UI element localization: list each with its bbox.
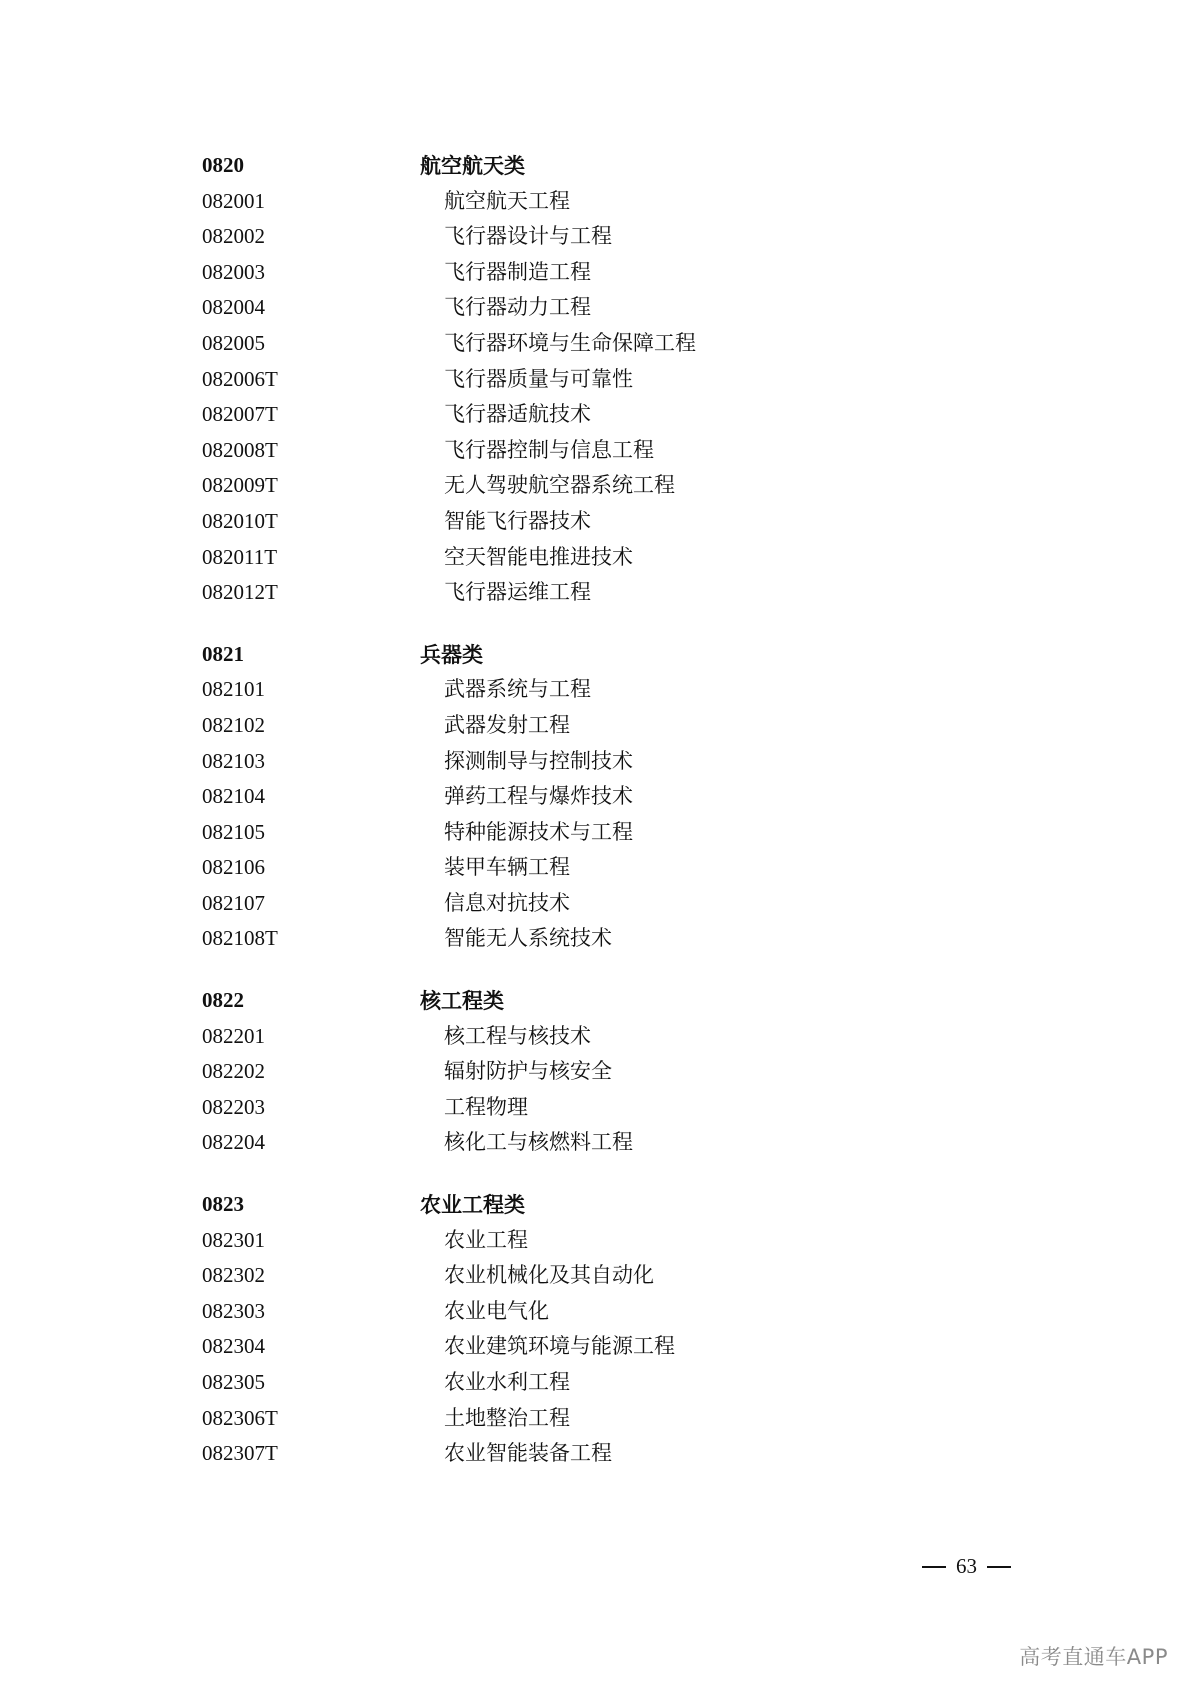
category-code: 0820 — [202, 153, 244, 177]
major-row — [202, 1090, 962, 1126]
major-row — [202, 921, 962, 957]
major-title: 农业水利工程 — [444, 1370, 570, 1394]
major-code: 082010T — [202, 508, 278, 533]
major-title: 农业智能装备工程 — [444, 1441, 612, 1466]
major-row — [202, 219, 962, 255]
major-row — [202, 468, 962, 504]
major-title: 航空航天工程 — [444, 188, 570, 213]
major-row — [202, 1054, 962, 1090]
major-title: 辐射防护与核安全 — [444, 1059, 612, 1084]
major-row — [202, 433, 962, 469]
category-section-0822 — [202, 983, 962, 1161]
major-title: 飞行器控制与信息工程 — [444, 437, 654, 462]
major-row — [202, 1329, 962, 1365]
major-title: 智能飞行器技术 — [444, 508, 591, 533]
major-code: 082006T — [202, 366, 278, 391]
major-row — [202, 1223, 962, 1259]
major-row — [202, 255, 962, 291]
major-code: 082302 — [202, 1263, 265, 1288]
major-row — [202, 504, 962, 540]
major-code: 082305 — [202, 1370, 265, 1394]
major-title: 武器系统与工程 — [444, 677, 591, 702]
major-code: 082203 — [202, 1094, 265, 1119]
major-title: 工程物理 — [444, 1094, 528, 1119]
major-code: 082202 — [202, 1059, 265, 1084]
major-title: 飞行器质量与可靠性 — [444, 366, 633, 391]
major-code: 082108T — [202, 926, 278, 951]
category-title: 兵器类 — [420, 641, 483, 667]
major-title: 无人驾驶航空器系统工程 — [444, 473, 675, 498]
major-code: 082003 — [202, 259, 265, 284]
major-code: 082102 — [202, 712, 265, 737]
major-title: 飞行器设计与工程 — [444, 224, 612, 249]
category-title: 农业工程类 — [420, 1192, 525, 1218]
major-code: 082204 — [202, 1130, 265, 1155]
category-section-0823 — [202, 1187, 962, 1472]
major-title: 农业建筑环境与能源工程 — [444, 1334, 675, 1359]
major-code: 082002 — [202, 224, 265, 249]
major-row — [202, 1125, 962, 1161]
major-code: 082001 — [202, 188, 265, 213]
major-title: 信息对抗技术 — [444, 890, 570, 915]
major-title: 飞行器适航技术 — [444, 402, 591, 427]
major-row — [202, 540, 962, 576]
page-number-dash-left — [922, 1566, 946, 1568]
major-row — [202, 1401, 962, 1437]
major-row — [202, 779, 962, 815]
major-title: 土地整治工程 — [444, 1405, 570, 1430]
major-row — [202, 1365, 962, 1401]
major-row — [202, 744, 962, 780]
major-code: 082101 — [202, 677, 265, 702]
major-row — [202, 850, 962, 886]
category-code: 0823 — [202, 1192, 244, 1217]
major-title: 飞行器制造工程 — [444, 259, 591, 284]
major-code: 082004 — [202, 295, 265, 320]
major-title: 核工程与核技术 — [444, 1023, 591, 1048]
major-code: 082306T — [202, 1405, 278, 1430]
major-code: 082008T — [202, 437, 278, 462]
major-row — [202, 1019, 962, 1055]
watermark: 高考直通车APP — [1019, 1645, 1168, 1669]
category-title: 航空航天类 — [420, 153, 525, 178]
major-row — [202, 1294, 962, 1330]
major-row — [202, 708, 962, 744]
major-code: 082009T — [202, 473, 278, 498]
major-code: 082301 — [202, 1227, 265, 1252]
page-number — [912, 1554, 1021, 1579]
major-code: 082103 — [202, 748, 265, 773]
major-row — [202, 886, 962, 922]
major-catalog — [202, 148, 962, 1498]
major-title: 探测制导与控制技术 — [444, 748, 633, 773]
major-code: 082104 — [202, 784, 265, 809]
major-title: 武器发射工程 — [444, 712, 570, 737]
major-row — [202, 1258, 962, 1294]
major-title: 弹药工程与爆炸技术 — [444, 784, 633, 809]
category-section-0821 — [202, 637, 962, 957]
major-title: 装甲车辆工程 — [444, 855, 570, 880]
category-section-0820 — [202, 148, 962, 611]
major-code: 082005 — [202, 330, 265, 355]
major-code: 082012T — [202, 580, 278, 605]
major-row — [202, 575, 962, 611]
major-row — [202, 397, 962, 433]
major-row — [202, 290, 962, 326]
category-header — [202, 1187, 962, 1223]
major-title: 农业电气化 — [444, 1298, 549, 1323]
major-title: 智能无人系统技术 — [444, 926, 612, 951]
major-title: 飞行器运维工程 — [444, 580, 591, 605]
major-title: 农业机械化及其自动化 — [444, 1263, 654, 1288]
major-row — [202, 672, 962, 708]
major-code: 082107 — [202, 890, 265, 915]
major-title: 飞行器动力工程 — [444, 295, 591, 320]
page-number-dash-right — [987, 1566, 1011, 1568]
category-header — [202, 983, 962, 1019]
major-row — [202, 184, 962, 220]
major-row — [202, 362, 962, 398]
major-code: 082307T — [202, 1441, 278, 1466]
major-code: 082007T — [202, 402, 278, 427]
major-row — [202, 326, 962, 362]
category-code: 0822 — [202, 988, 244, 1013]
major-code: 082106 — [202, 855, 265, 880]
major-code: 082105 — [202, 819, 265, 844]
major-title: 核化工与核燃料工程 — [444, 1130, 633, 1155]
category-header — [202, 148, 962, 184]
major-title: 飞行器环境与生命保障工程 — [444, 330, 696, 355]
major-title: 特种能源技术与工程 — [444, 819, 633, 844]
page-number-value: 63 — [956, 1554, 977, 1578]
major-row — [202, 815, 962, 851]
major-title: 空天智能电推进技术 — [444, 544, 633, 569]
category-code: 0821 — [202, 641, 244, 666]
major-code: 082011T — [202, 544, 278, 569]
major-code: 082303 — [202, 1298, 265, 1323]
category-header — [202, 637, 962, 673]
major-code: 082304 — [202, 1334, 265, 1359]
major-title: 农业工程 — [444, 1227, 528, 1252]
major-row — [202, 1436, 962, 1472]
major-code: 082201 — [202, 1023, 265, 1048]
category-title: 核工程类 — [420, 988, 504, 1014]
